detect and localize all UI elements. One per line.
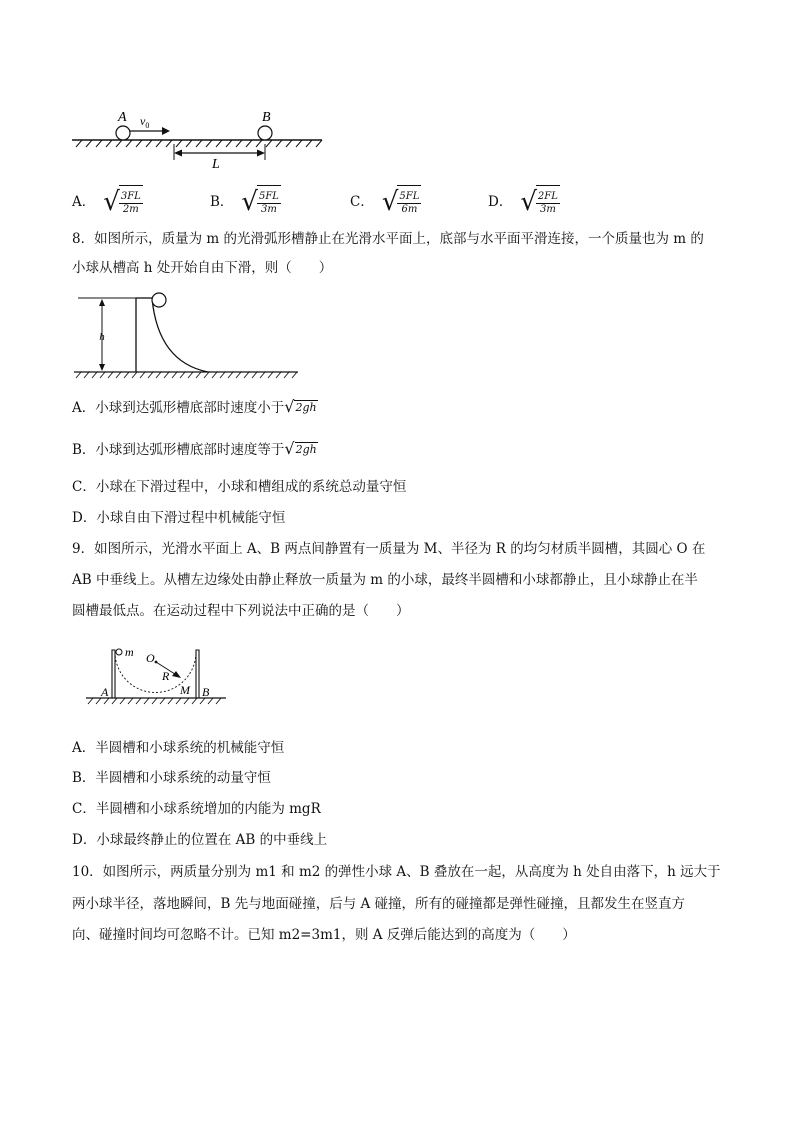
q9-option-b: B．半圆槽和小球系统的动量守恒 <box>72 770 271 786</box>
q8-option-a: A．小球到达弧形槽底部时速度小于 √ 2gh <box>72 397 317 416</box>
ball-q9 <box>116 649 122 655</box>
q7-options <box>72 180 632 220</box>
label-a: A <box>118 110 127 125</box>
label-h: h <box>99 331 105 343</box>
q7-option-d: D． √ $\frac{2FL}{3m}$ <box>488 180 560 220</box>
label-v0: $v_0$ <box>140 114 150 130</box>
q8-line-2: 小球从槽高 h 处开始自由下滑，则（ ） <box>72 260 333 276</box>
q9-option-d: D．小球最终静止的位置在 AB 的中垂线上 <box>72 832 328 848</box>
q9-option-c: C．半圆槽和小球系统增加的内能为 mgR <box>72 801 321 817</box>
figure-q9 <box>82 638 230 720</box>
label-r: R <box>162 669 170 683</box>
label-m-small: m <box>125 645 134 659</box>
q8-line-1: 8．如图所示，质量为 m 的光滑弧形槽静止在光滑水平面上，底部与水平面平滑连接，一个质量也为 m 的 <box>72 231 704 247</box>
label-l: L <box>212 157 220 172</box>
label-b: B <box>202 685 210 699</box>
q8-option-d: D．小球自由下滑过程中机械能守恒 <box>72 510 286 526</box>
q8-option-c: C．小球在下滑过程中，小球和槽组成的系统总动量守恒 <box>72 479 407 495</box>
label-a: A <box>101 685 109 699</box>
label-o: O <box>146 651 155 665</box>
q10-line-1: 10．如图所示，两质量分别为 m1 和 m2 的弹性小球 A、B 叠放在一起，从高度为 h 处自由落下，h 远大于 <box>72 864 721 880</box>
ball-a <box>116 126 130 140</box>
q10-line-3: 向、碰撞时间均可忽略不计。已知 m2=3m1，则 A 反弹后能达到的高度为（ ） <box>72 927 576 943</box>
q9-line-3: 圆槽最低点。在运动过程中下列说法中正确的是（ ） <box>72 603 410 619</box>
ball-b <box>258 126 272 140</box>
q7-option-b: B． √ $\frac{5FL}{3m}$ <box>210 180 281 220</box>
q8-option-b: B．小球到达弧形槽底部时速度等于 √ 2gh <box>72 439 317 458</box>
q10-line-2: 两小球半径，落地瞬间，B 先与地面碰撞，后与 A 碰撞，所有的碰撞都是弹性碰撞，且都发生在竖直方 <box>72 896 686 912</box>
figure-q8 <box>72 286 300 382</box>
figure-q7 <box>68 100 328 172</box>
q9-line-2: AB 中垂线上。从槽左边缘处由静止释放一质量为 m 的小球，最终半圆槽和小球都静止，且小球静止在半 <box>72 572 698 588</box>
q7-option-a: A． √ $\frac{3FL}{2m}$ <box>72 180 143 220</box>
label-big-m: M <box>180 683 190 697</box>
ball-q8 <box>152 293 166 307</box>
label-b: B <box>262 110 271 125</box>
q7-option-c: C． √ $\frac{5FL}{6m}$ <box>350 180 421 220</box>
q9-line-1: 9．如图所示，光滑水平面上 A、B 两点间静置有一质量为 M、半径为 R 的均匀材质半圆槽，其圆心 O 在 <box>72 541 706 557</box>
q9-option-a: A．半圆槽和小球系统的机械能守恒 <box>72 740 285 756</box>
